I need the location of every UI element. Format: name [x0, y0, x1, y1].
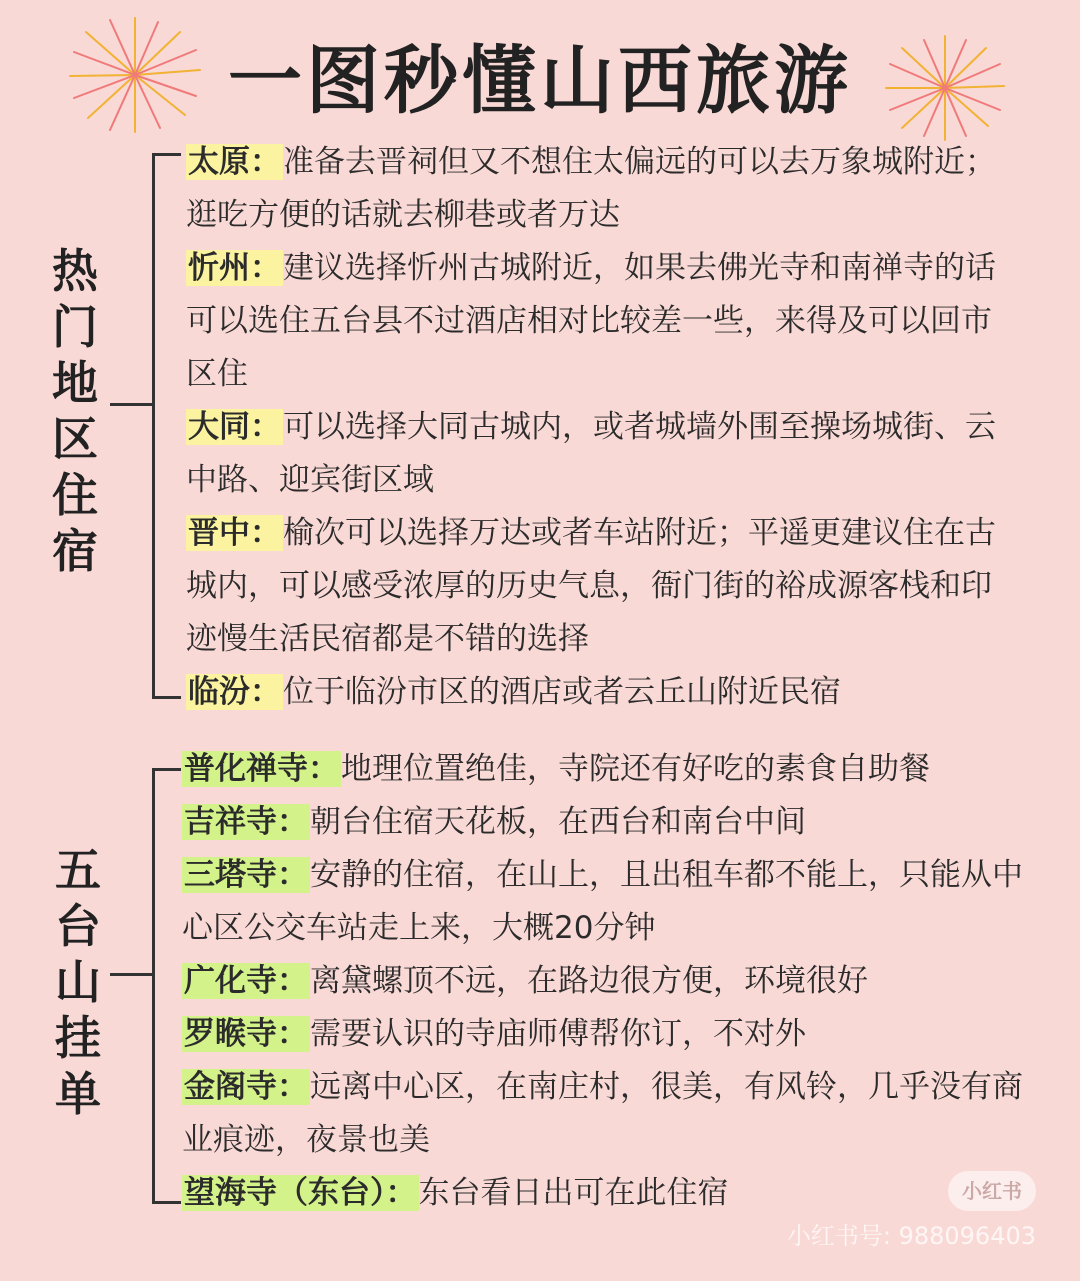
entry-text: 榆次可以选择万达或者车站附近；平遥更建议住在古城内，可以感受浓厚的历史气息，衙门街的裕成源客栈和印迹慢生活民宿都是不错的选择 [186, 515, 996, 657]
list-item [186, 666, 1006, 719]
entry-key: 望海寺（东台）： [184, 1175, 417, 1211]
section2-bracket-stub [110, 973, 155, 976]
entry-key: 太原： [188, 144, 281, 180]
watermark-id: 小红书号: 988096403 [786, 1222, 1036, 1250]
list-item [182, 796, 1042, 849]
section2-label: 五 台 山 挂 单 [55, 843, 101, 1121]
list-item [186, 136, 1006, 242]
entry-key: 金阁寺： [184, 1069, 308, 1105]
entry-text: 朝台住宿天花板，在西台和南台中间 [310, 804, 806, 840]
entry-text: 可以选择大同古城内，或者城墙外围至操场城街、云中路、迎宾街区域 [186, 409, 996, 498]
entry-text: 远离中心区，在南庄村，很美，有风铃，几乎没有商业痕迹，夜景也美 [182, 1069, 1023, 1158]
entry-key: 广化寺： [184, 963, 308, 999]
list-item [186, 242, 1006, 401]
section2-bracket [152, 768, 181, 1204]
list-item [182, 849, 1042, 955]
list-item [182, 1167, 1042, 1220]
list-item [182, 743, 1042, 796]
entry-text: 准备去晋祠但又不想住太偏远的可以去万象城附近；逛吃方便的话就去柳巷或者万达 [186, 144, 996, 233]
section1-bracket [152, 153, 181, 699]
entry-key: 罗睺寺： [184, 1016, 308, 1052]
watermark-logo: 小红书 [948, 1171, 1036, 1211]
entry-text: 离黛螺顶不远，在路边很方便，环境很好 [310, 963, 868, 999]
entry-text: 安静的住宿，在山上，且出租车都不能上，只能从中心区公交车站走上来，大概20分钟 [182, 857, 1023, 946]
entry-key: 吉祥寺： [184, 804, 308, 840]
entry-key: 三塔寺： [184, 857, 308, 893]
entry-key: 忻州： [188, 250, 281, 286]
entry-text: 东台看日出可在此住宿 [418, 1175, 729, 1211]
section1-bracket-stub [110, 403, 155, 406]
list-item [182, 955, 1042, 1008]
section1-label: 热 门 地 区 住 宿 [52, 244, 98, 578]
list-item [182, 1008, 1042, 1061]
entry-key: 晋中： [188, 515, 281, 551]
entry-key: 普化禅寺： [184, 751, 339, 787]
entry-text: 需要认识的寺庙师傅帮你订，不对外 [310, 1016, 806, 1052]
section1-entries [186, 136, 1006, 719]
list-item [186, 401, 1006, 507]
list-item [186, 507, 1006, 666]
entry-text: 建议选择忻州古城附近，如果去佛光寺和南禅寺的话可以选住五台县不过酒店相对比较差一些，来得及可以回市区住 [186, 250, 996, 392]
section2-entries [182, 743, 1042, 1220]
entry-text: 地理位置绝佳，寺院还有好吃的素食自助餐 [341, 751, 930, 787]
entry-key: 临汾： [188, 674, 281, 710]
entry-text: 位于临汾市区的酒店或者云丘山附近民宿 [283, 674, 841, 710]
entry-key: 大同： [188, 409, 281, 445]
list-item [182, 1061, 1042, 1167]
page-title: 一图秒懂山西旅游 [228, 38, 852, 124]
